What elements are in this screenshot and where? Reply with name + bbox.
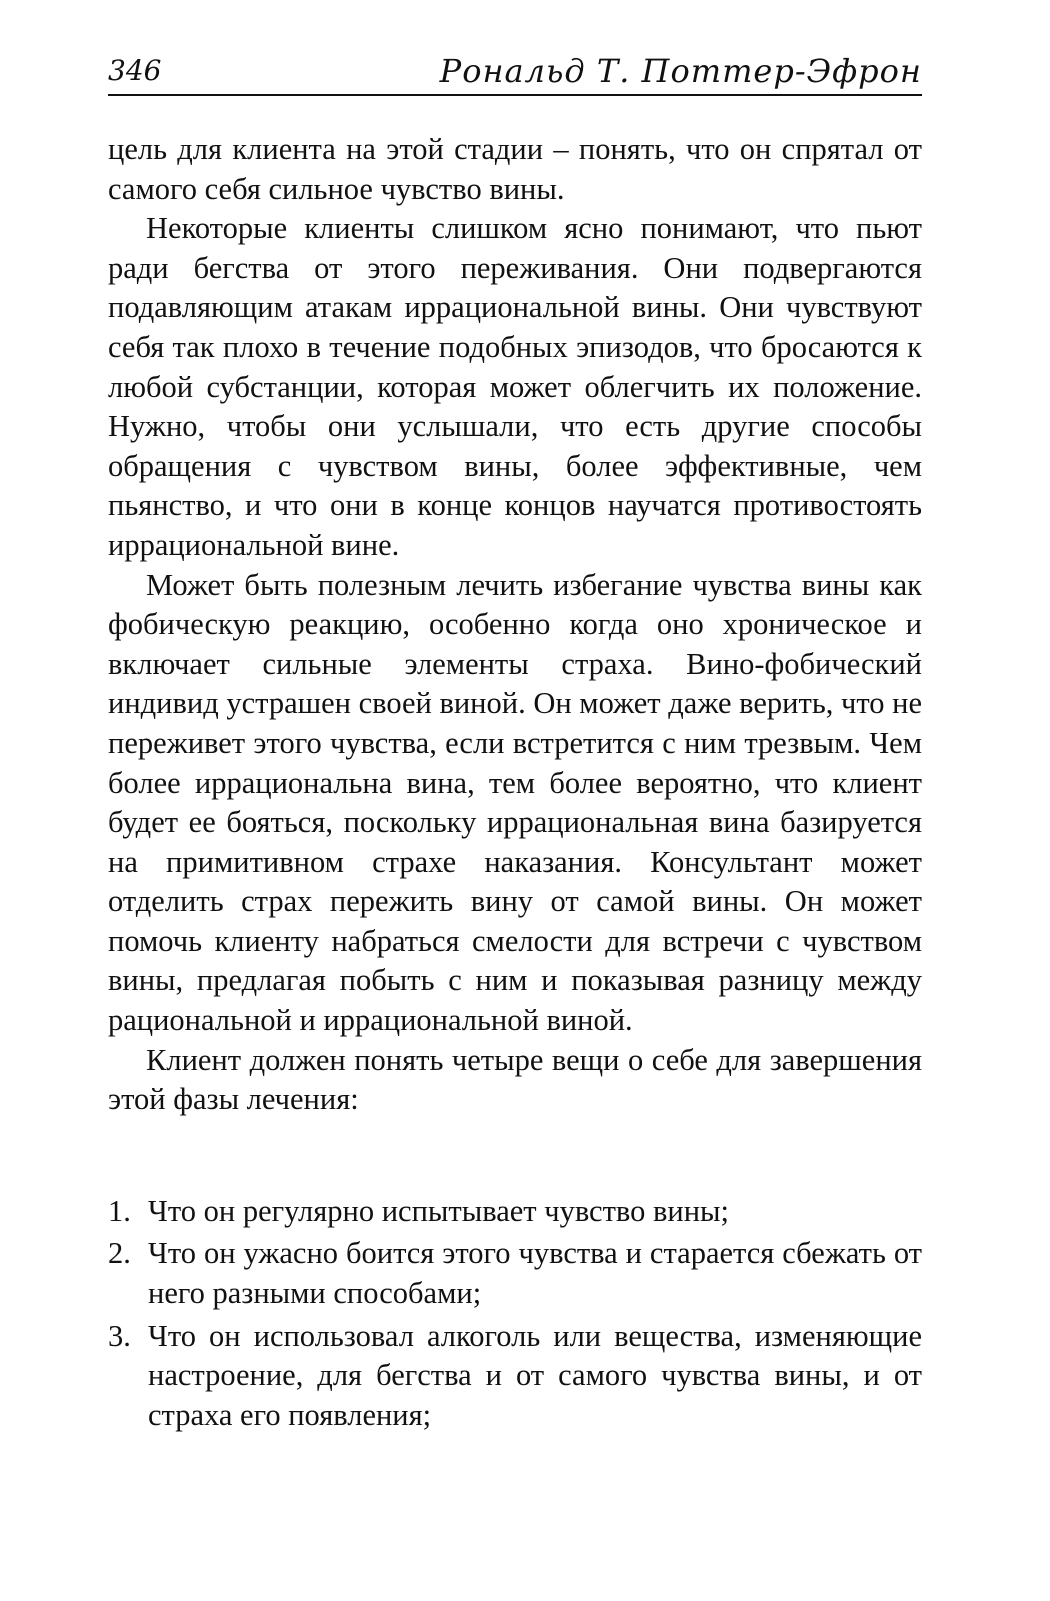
paragraph-continuation: цель для клиента на этой стадии – понять, что он спрятал от самого себя сильное чувство вины.: [108, 132, 922, 206]
list-item-text: Что он ужасно боится этого чувства и старается сбежать от него разными способами;: [148, 1236, 922, 1311]
list-item: [108, 1234, 922, 1313]
numbered-list: [108, 1192, 922, 1436]
running-title: Рональд Т. Поттер-Эфрон: [439, 52, 922, 90]
paragraph: Клиент должен понять четыре вещи о себе для завершения этой фазы лечения:: [108, 1042, 922, 1117]
list-item-text: Что он регулярно испытывает чувство вины;: [148, 1193, 730, 1228]
body-text: [108, 130, 922, 1435]
list-item: [108, 1192, 922, 1232]
page-number: 346: [108, 54, 162, 87]
list-item: [108, 1317, 922, 1436]
running-header: [108, 50, 922, 96]
list-item-number: 1.: [108, 1193, 131, 1228]
list-item-number: 2.: [108, 1236, 131, 1271]
list-item-number: 3.: [108, 1318, 131, 1353]
book-page: [108, 50, 922, 1438]
paragraph: Может быть полезным лечить избегание чувства вины как фобическую реакцию, особенно когда оно хроническое и включает сильные элементы страха. Вино-фобический индивид устрашен своей виной. Он может даже верить, что не переживет этого чувства, если встретится с ним трезвым. Чем более иррациональна вина, тем более вероятно, что клиент будет ее бояться, поскольку иррациональная вина базируется на примитивном страхе наказания. Консультант может отделить страх пережить вину от самой вины. Он может помочь клиенту набраться смелости для встречи с чувством вины, предлагая побыть с ним и показывая разницу между рациональной и иррациональной виной.: [108, 567, 922, 1038]
list-item-text: Что он использовал алкоголь или вещества, изменяющие настроение, для бегства и от самого чувства вины, и от страха его появления;: [148, 1318, 922, 1432]
paragraph: Некоторые клиенты слишком ясно понимают, что пьют ради бегства от этого переживания. Они подвергаются подавляющим атакам иррациональной вины. Они чувствуют себя так плохо в течение подобных эпизодов, что бросаются к любой субстанции, которая может облегчить их положение. Нужно, чтобы они услышали, что есть другие способы обращения с чувством вины, более эффективные, чем пьянство, и что они в конце концов научатся противостоять иррациональной вине.: [108, 211, 922, 562]
